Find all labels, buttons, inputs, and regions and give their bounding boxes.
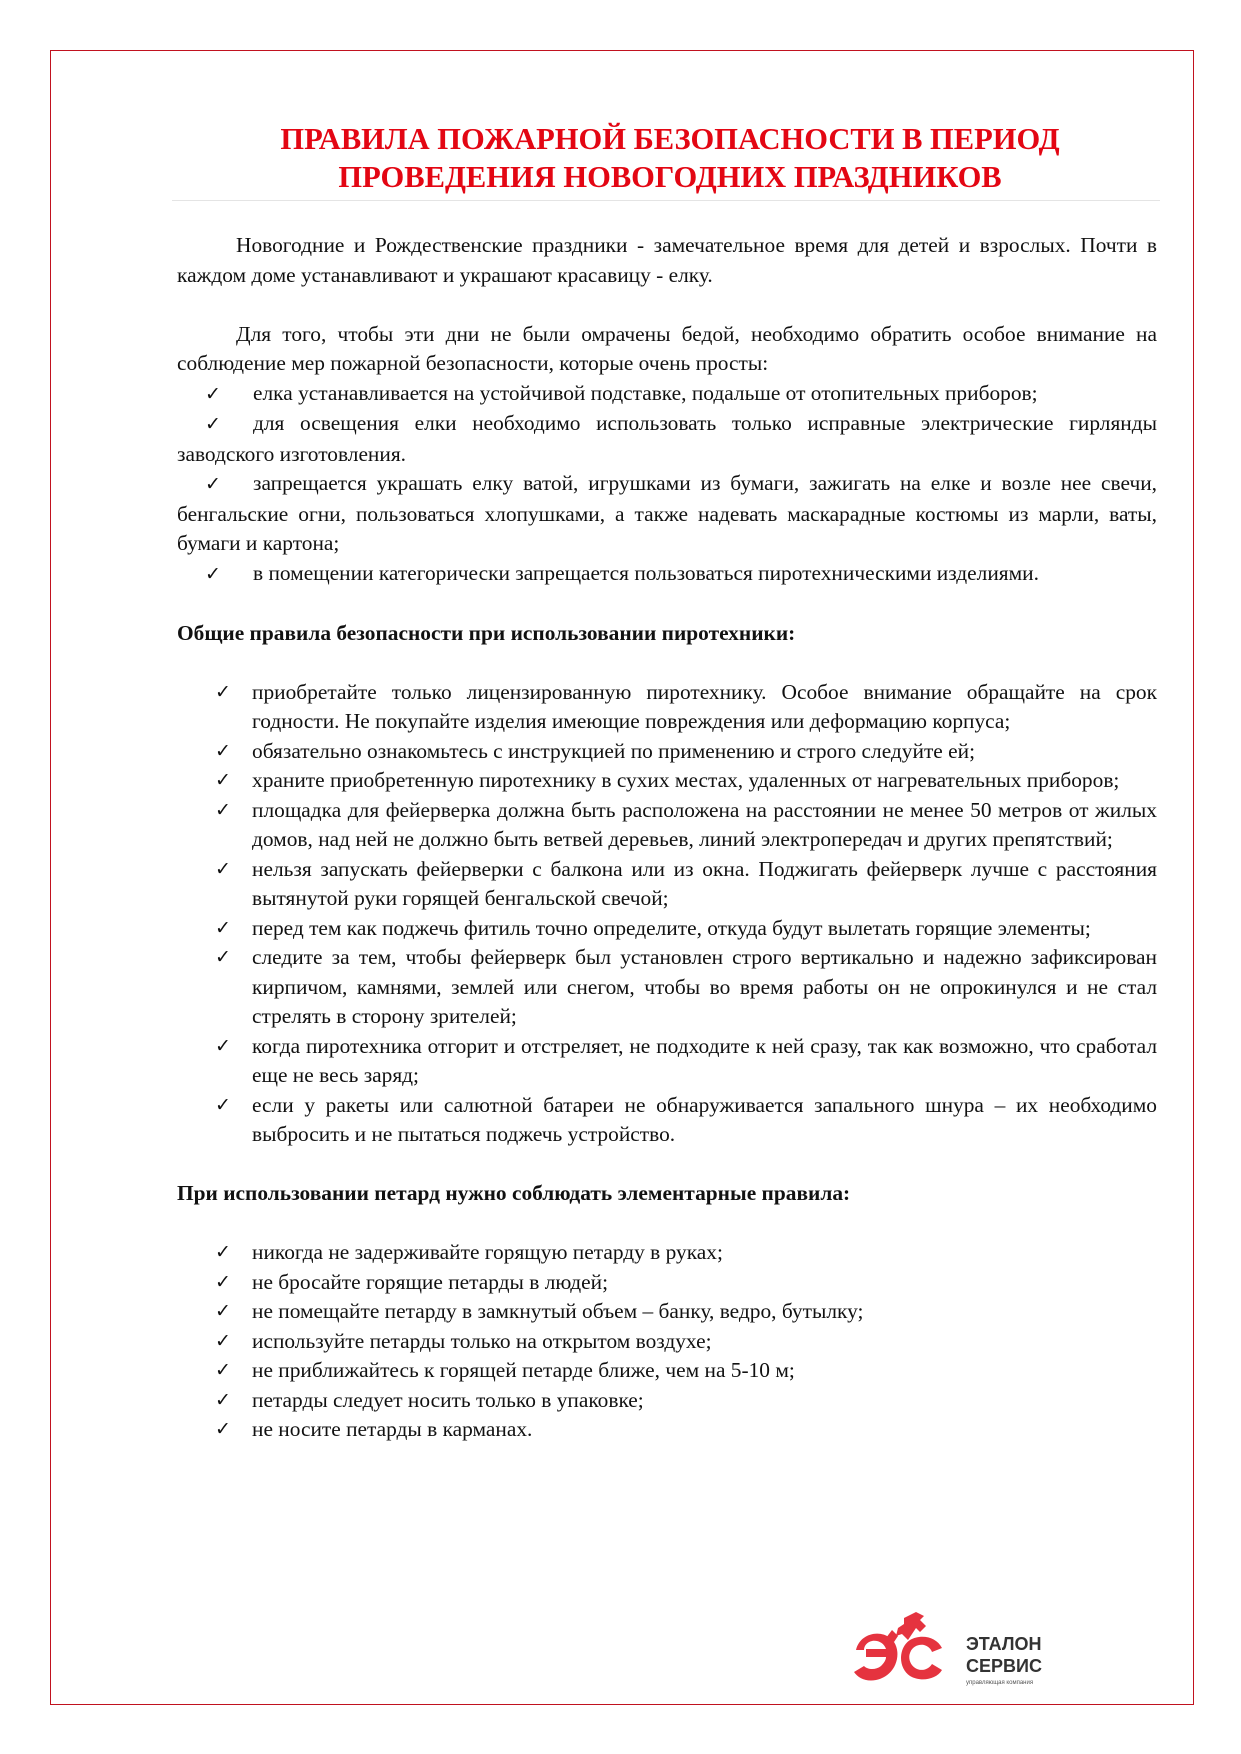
list-item: ✓ приобретайте только лицензированную пиротехнику. Особое внимание обращайте на срок годности. Не покупайте изделия имеющие повреждения или деформацию корпуса; bbox=[215, 679, 1157, 733]
list-item: ✓ петарды следует носить только в упаковке; bbox=[177, 1386, 1157, 1416]
checkmark-icon: ✓ bbox=[205, 383, 221, 405]
list-item: ✓ когда пиротехника отгорит и отстреляет, не подходите к ней сразу, так как возможно, что сработал еще не весь заряд; bbox=[215, 1033, 1157, 1087]
petard-section-heading: При использовании петард нужно соблюдать элементарные правила: bbox=[177, 1181, 851, 1205]
list-item: ✓ в помещении категорически запрещается пользоваться пиротехническими изделиями. bbox=[177, 559, 1157, 590]
list-item: ✓ площадка для фейерверка должна быть расположена на расстоянии не менее 50 метров от жилых домов, над ней не должно быть ветвей деревьев, линий электропередач и других препятствий; bbox=[215, 797, 1157, 851]
tree-rules-list bbox=[177, 379, 1157, 590]
list-item: ✓ нельзя запускать фейерверки с балкона или из окна. Поджигать фейерверк лучше с расстояния вытянутой руки горящей бенгальской свечой; bbox=[215, 856, 1157, 910]
list-item: ✓ елка устанавливается на устойчивой подставке, подальше от отопительных приборов; bbox=[177, 379, 1157, 410]
checkmark-icon: ✓ bbox=[215, 1360, 231, 1381]
list-item: ✓ не бросайте горящие петарды в людей; bbox=[177, 1268, 1157, 1298]
list-item: ✓ обязательно ознакомьтесь с инструкцией по применению и строго следуйте ей; bbox=[177, 737, 1157, 767]
pyro-rules-list bbox=[177, 678, 1157, 1150]
checkmark-icon: ✓ bbox=[215, 1330, 231, 1352]
checkmark-icon: ✓ bbox=[205, 414, 221, 435]
list-item: ✓ не помещайте петарду в замкнутый объем – банку, ведро, бутылку; bbox=[177, 1297, 1157, 1327]
checkmark-icon: ✓ bbox=[205, 474, 221, 495]
logo-name-line-1: ЭТАЛОН bbox=[966, 1634, 1042, 1654]
list-item: ✓ следите за тем, чтобы фейерверк был установлен строго вертикально и надежно зафиксирован кирпичом, камнями, землей или снегом, чтобы во время работы он не опрокинулся и не стал стрелять в сторону зрителей; bbox=[215, 945, 1157, 1028]
checkmark-icon: ✓ bbox=[215, 1389, 231, 1411]
pyro-section-heading: Общие правила безопасности при использовании пиротехники: bbox=[177, 620, 796, 645]
petard-rules-list bbox=[177, 1238, 1157, 1445]
es-letters-mark bbox=[854, 1634, 942, 1681]
document-title bbox=[170, 120, 1170, 196]
checkmark-icon: ✓ bbox=[215, 1242, 231, 1263]
logo-name-line-2: СЕРВИС bbox=[966, 1656, 1042, 1676]
checkmark-icon: ✓ bbox=[215, 1419, 231, 1440]
document-body bbox=[177, 231, 1157, 1445]
list-item: ✓ не приближайтесь к горящей петарде ближе, чем на 5-10 м; bbox=[177, 1356, 1157, 1386]
checkmark-icon: ✓ bbox=[215, 681, 231, 703]
list-item: ✓ никогда не задерживайте горящую петарду в руках; bbox=[177, 1238, 1157, 1268]
checkmark-icon: ✓ bbox=[215, 917, 231, 939]
company-logo bbox=[850, 1610, 1130, 1690]
title-line-2: ПРОВЕДЕНИЯ НОВОГОДНИХ ПРАЗДНИКОВ bbox=[338, 160, 1002, 194]
checkmark-icon: ✓ bbox=[215, 1094, 231, 1116]
title-line-1: ПРАВИЛА ПОЖАРНОЙ БЕЗОПАСНОСТИ В ПЕРИОД bbox=[280, 122, 1060, 156]
checkmark-icon: ✓ bbox=[215, 858, 231, 880]
intro-paragraph-1: Новогодние и Рождественские праздники - замечательное время для детей и взрослых. Почти в каждом доме устанавливают и украшают красавицу - елку. bbox=[177, 233, 1157, 287]
list-item: ✓ используйте петарды только на открытом воздухе; bbox=[177, 1327, 1157, 1357]
checkmark-icon: ✓ bbox=[215, 1301, 231, 1322]
title-divider bbox=[172, 200, 1160, 201]
checkmark-icon: ✓ bbox=[215, 740, 231, 762]
checkmark-icon: ✓ bbox=[215, 1035, 231, 1057]
list-item: ✓ перед тем как поджечь фитиль точно определите, откуда будут вылетать горящие элементы; bbox=[177, 914, 1157, 944]
intro-paragraph-2: Для того, чтобы эти дни не были омрачены бедой, необходимо обратить особое внимание на соблюдение мер пожарной безопасности, которые очень просты: bbox=[177, 321, 1157, 375]
checkmark-icon: ✓ bbox=[215, 799, 231, 821]
checkmark-icon: ✓ bbox=[215, 947, 231, 968]
list-item: ✓ запрещается украшать елку ватой, игрушками из бумаги, зажигать на елке и возле нее свечи, бенгальские огни, пользоваться хлопушками, а также надевать маскарадные костюмы из марли, ваты, бумаги и картона; bbox=[177, 471, 1157, 555]
list-item: ✓ для освещения елки необходимо использовать только исправные электрические гирлянды заводского изготовления. bbox=[177, 411, 1157, 466]
list-item: ✓ если у ракеты или салютной батареи не обнаруживается запального шнура – их необходимо выбросить и не пытаться поджечь устройство. bbox=[215, 1092, 1157, 1146]
list-item: ✓ храните приобретенную пиротехнику в сухих местах, удаленных от нагревательных приборов; bbox=[177, 766, 1157, 796]
list-item: ✓ не носите петарды в карманах. bbox=[177, 1415, 1157, 1445]
checkmark-icon: ✓ bbox=[205, 563, 221, 585]
checkmark-icon: ✓ bbox=[215, 1271, 231, 1293]
logo-tagline: управляющая компания bbox=[966, 1680, 1034, 1686]
checkmark-icon: ✓ bbox=[215, 770, 231, 791]
